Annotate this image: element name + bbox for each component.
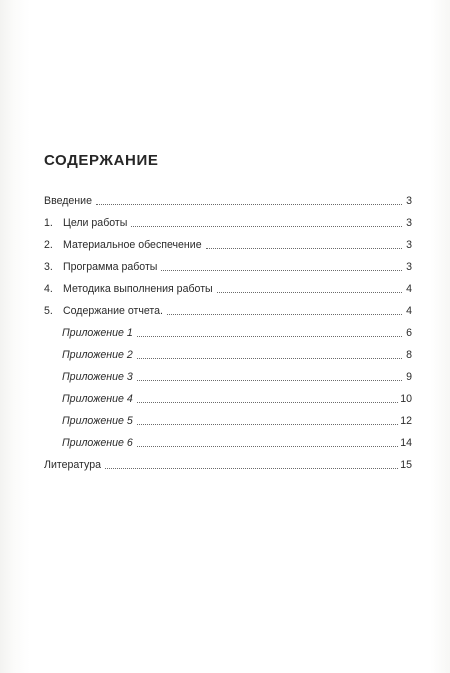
toc-entry-number: 5. (44, 305, 53, 317)
toc-entry-label: Введение (44, 195, 92, 207)
dot-leader (105, 467, 398, 469)
toc-entry-4 (44, 280, 412, 296)
toc-entry-3 (44, 258, 412, 274)
toc-entry-label: Приложение 6 (62, 437, 133, 449)
toc-entry-page: 4 (406, 305, 412, 317)
toc-entry-label: Приложение 1 (62, 327, 133, 339)
dot-leader (161, 269, 402, 271)
dot-leader (217, 291, 402, 293)
toc-entry-page: 3 (406, 239, 412, 251)
dot-leader (137, 423, 398, 425)
toc-entry-1 (44, 214, 412, 230)
dot-leader (131, 225, 402, 227)
toc-entry-appendix-5 (62, 412, 412, 428)
toc-title: СОДЕРЖАНИЕ (44, 152, 159, 169)
toc-entry-5 (44, 302, 412, 318)
dot-leader (137, 357, 402, 359)
toc-entry-page: 8 (406, 349, 412, 361)
toc-entry-page: 3 (406, 195, 412, 207)
toc-entry-label: Цели работы (63, 217, 128, 229)
toc-entry-number: 3. (44, 261, 53, 273)
toc-entry-literature (44, 456, 412, 472)
toc-entry-number: 1. (44, 217, 53, 229)
toc-entry-appendix-2 (62, 346, 412, 362)
toc-entry-appendix-4 (62, 390, 412, 406)
toc-entry-label: Материальное обеспечение (63, 239, 202, 251)
toc-entry-page: 3 (406, 261, 412, 273)
dot-leader (137, 401, 398, 403)
toc-entry-2 (44, 236, 412, 252)
toc-entry-label: Приложение 5 (62, 415, 133, 427)
toc-entry-page: 15 (400, 459, 412, 471)
toc-entry-appendix-6 (62, 434, 412, 450)
toc-entry-appendix-1 (62, 324, 412, 340)
toc-entry-number: 4. (44, 283, 53, 295)
dot-leader (206, 247, 402, 249)
toc-entry-label: Приложение 3 (62, 371, 133, 383)
toc-entry-number: 2. (44, 239, 53, 251)
dot-leader (167, 313, 402, 315)
dot-leader (137, 445, 398, 447)
toc-entry-label: Методика выполнения работы (63, 283, 213, 295)
dot-leader (96, 203, 402, 205)
dot-leader (137, 379, 402, 381)
toc-entry-appendix-3 (62, 368, 412, 384)
toc-entry-page: 14 (400, 437, 412, 449)
toc-entry-introduction (44, 192, 412, 208)
toc-entry-page: 9 (406, 371, 412, 383)
toc-entry-label: Литература (44, 459, 101, 471)
toc-entry-page: 3 (406, 217, 412, 229)
toc-entry-page: 12 (400, 415, 412, 427)
toc-entry-label: Приложение 2 (62, 349, 133, 361)
toc-entry-page: 6 (406, 327, 412, 339)
toc-entry-label: Программа работы (63, 261, 158, 273)
toc-entry-label: Приложение 4 (62, 393, 133, 405)
dot-leader (137, 335, 402, 337)
toc-entry-label: Содержание отчета. (63, 305, 163, 317)
toc-entry-page: 10 (400, 393, 412, 405)
toc-entry-page: 4 (406, 283, 412, 295)
